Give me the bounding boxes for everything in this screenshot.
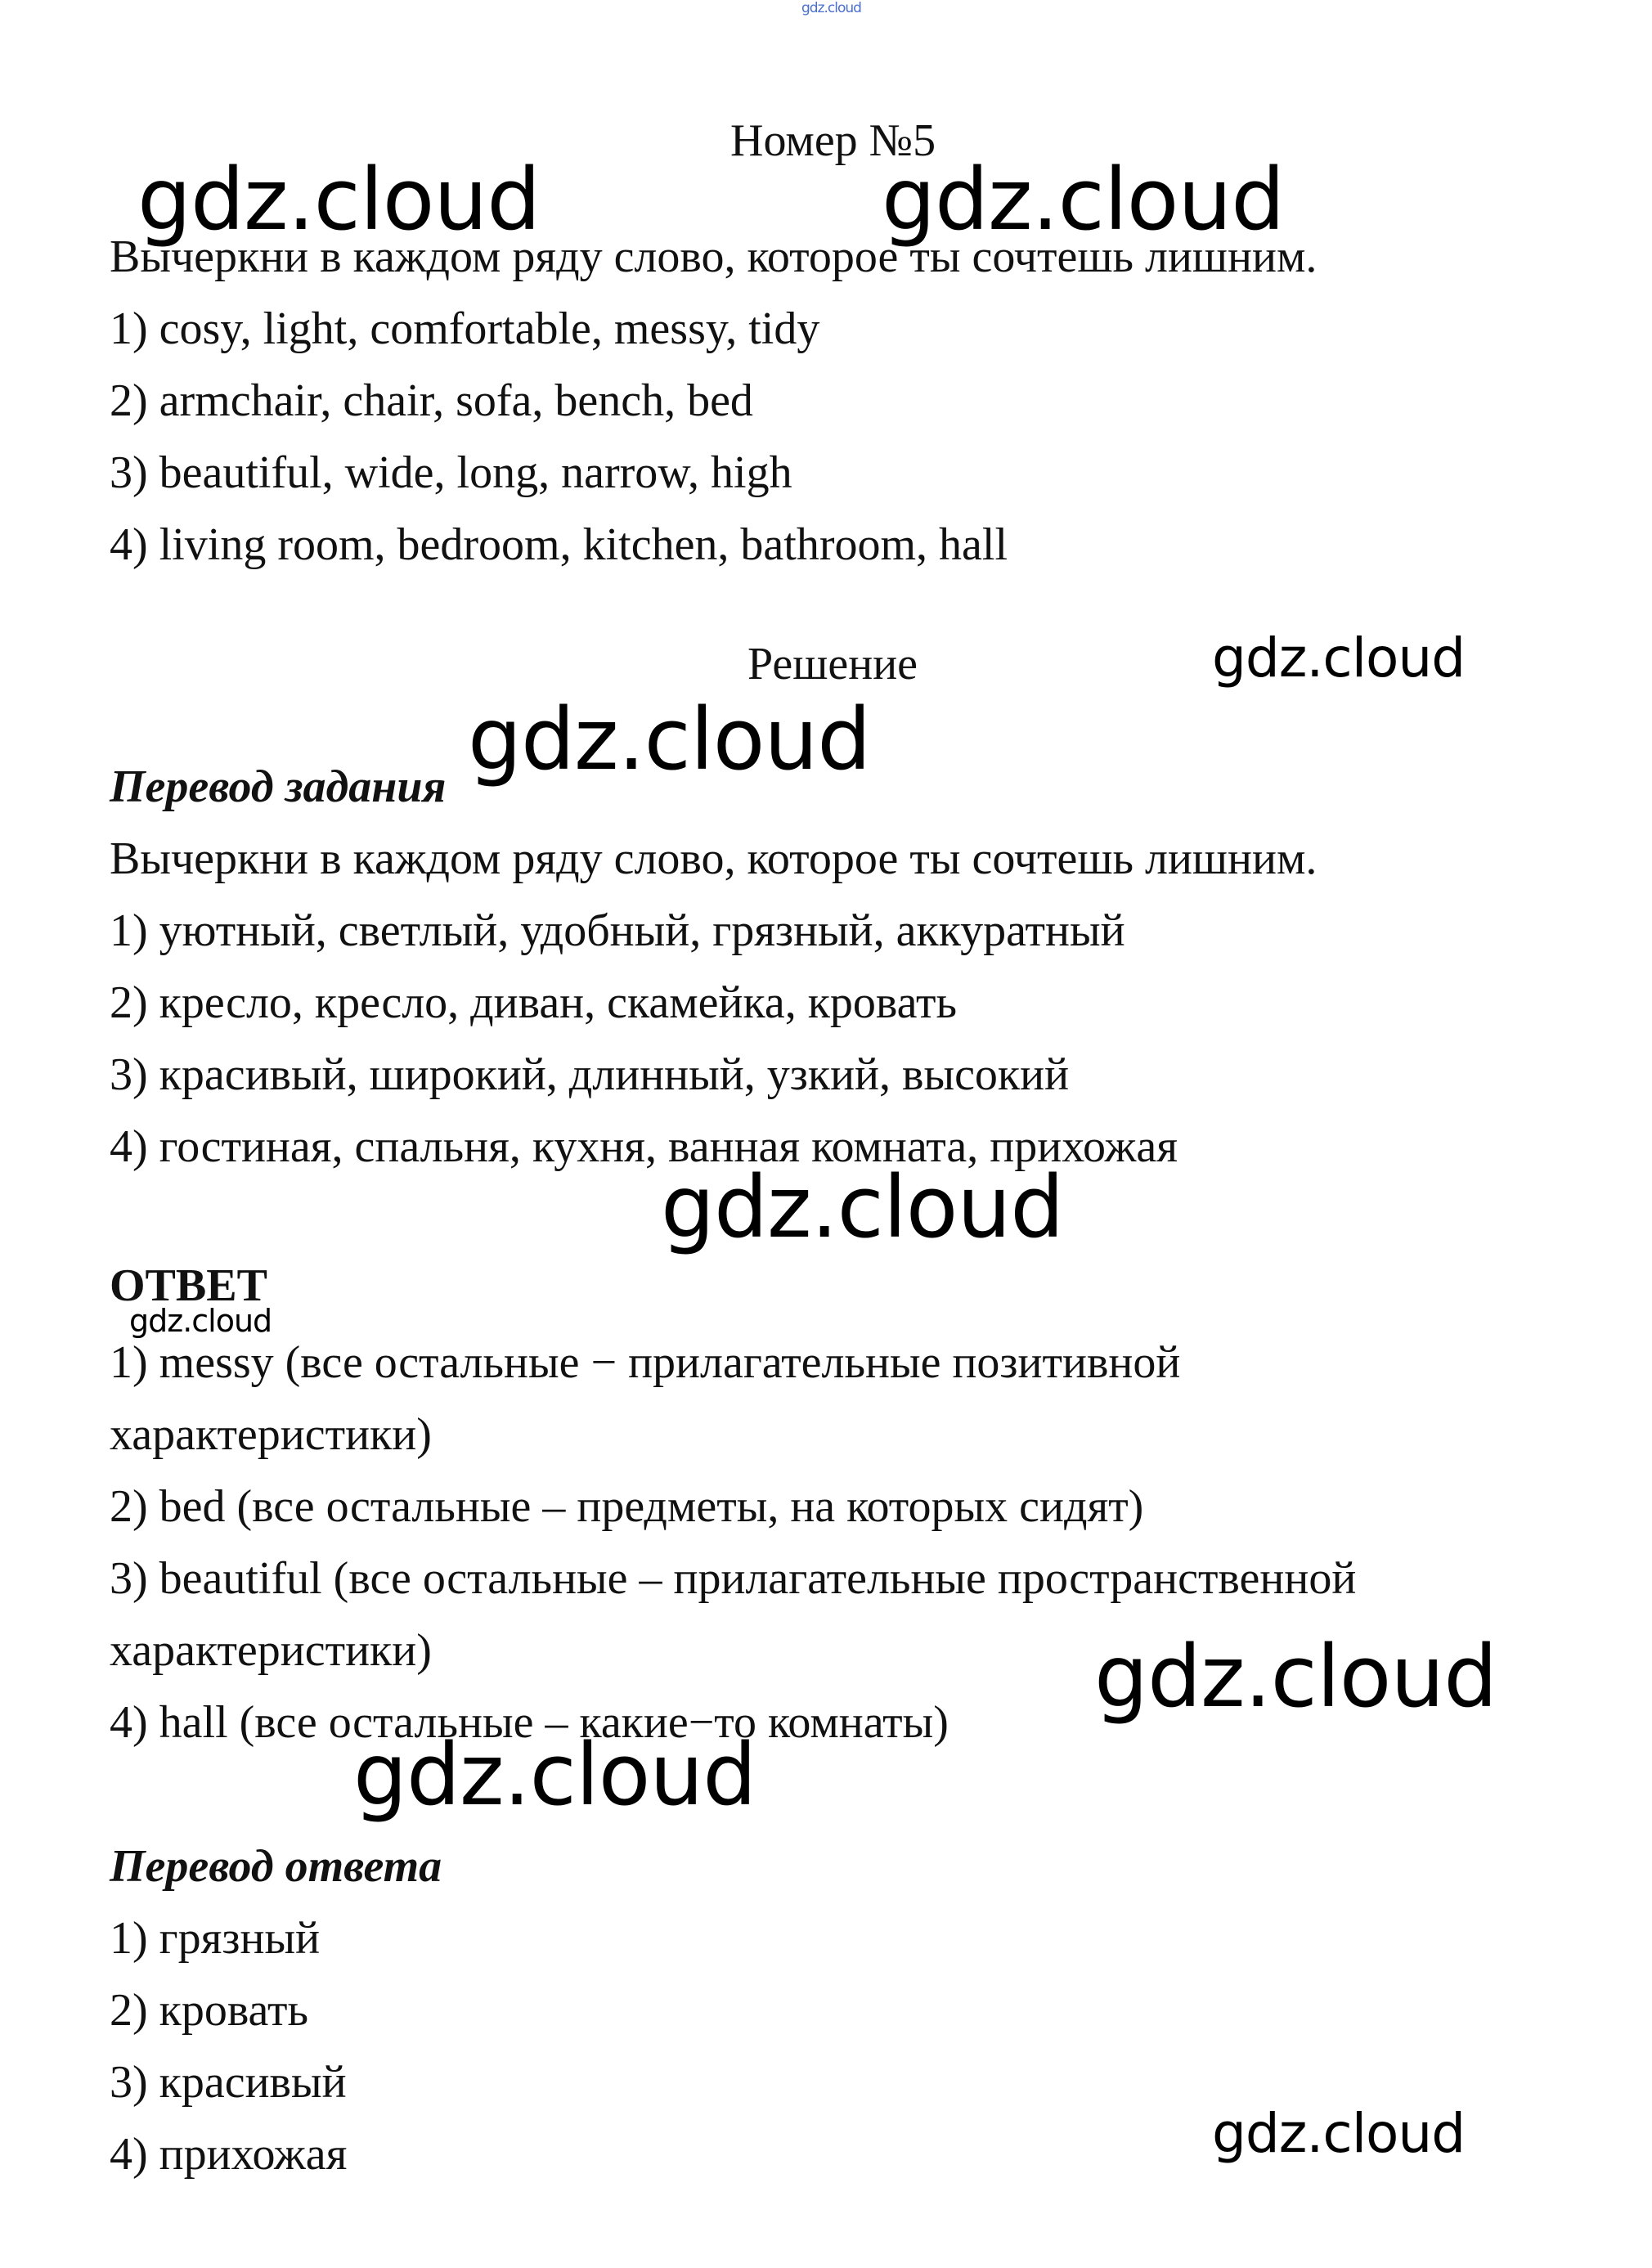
answer-line: 2) bed (все остальные – предметы, на которых сидят)	[110, 1481, 1144, 1532]
watermark: gdz.cloud	[1094, 1627, 1497, 1727]
answer-line: 3) beautiful (все остальные – прилагательные пространственной	[110, 1553, 1357, 1604]
watermark: gdz.cloud	[882, 150, 1285, 249]
task-row: 4) living room, bedroom, kitchen, bathroom, hall	[110, 519, 1008, 570]
page-title: Номер №5	[730, 115, 936, 166]
answer-translation-line: 3) красивый	[110, 2057, 347, 2108]
watermark: gdz.cloud	[137, 150, 541, 249]
watermark: gdz.cloud	[129, 1303, 272, 1339]
watermark: gdz.cloud	[1212, 2102, 1466, 2165]
translation-heading: Перевод задания	[110, 761, 447, 812]
answer-line: характеристики)	[110, 1409, 432, 1460]
translation-row: 4) гостиная, спальня, кухня, ванная комната, прихожая	[110, 1121, 1178, 1172]
watermark: gdz.cloud	[353, 1725, 756, 1825]
translation-row: 2) кресло, кресло, диван, скамейка, кровать	[110, 977, 958, 1028]
translation-row: 3) красивый, широкий, длинный, узкий, высокий	[110, 1049, 1070, 1100]
answer-translation-heading: Перевод ответа	[110, 1841, 442, 1892]
watermark-top: gdz.cloud	[801, 0, 861, 16]
task-row: 2) armchair, chair, sofa, bench, bed	[110, 375, 753, 426]
translation-instruction: Вычеркни в каждом ряду слово, которое ты сочтешь лишним.	[110, 833, 1318, 884]
answer-line: 1) messy (все остальные − прилагательные позитивной	[110, 1337, 1181, 1388]
answer-translation-line: 4) прихожая	[110, 2129, 348, 2180]
answer-line: 4) hall (все остальные – какие−то комнаты)	[110, 1697, 949, 1748]
solution-heading: Решение	[747, 639, 918, 689]
task-row: 1) cosy, light, comfortable, messy, tidy	[110, 303, 820, 354]
answer-translation-line: 1) грязный	[110, 1913, 321, 1964]
watermark: gdz.cloud	[1212, 627, 1466, 689]
translation-row: 1) уютный, светлый, удобный, грязный, аккуратный	[110, 905, 1125, 956]
answer-heading: ОТВЕТ	[110, 1260, 267, 1311]
task-row: 3) beautiful, wide, long, narrow, high	[110, 447, 792, 498]
watermark: gdz.cloud	[468, 689, 871, 789]
task-instruction: Вычеркни в каждом ряду слово, которое ты сочтешь лишним.	[110, 231, 1318, 282]
answer-translation-line: 2) кровать	[110, 1985, 308, 2036]
answer-line: характеристики)	[110, 1625, 432, 1676]
watermark: gdz.cloud	[661, 1157, 1064, 1257]
